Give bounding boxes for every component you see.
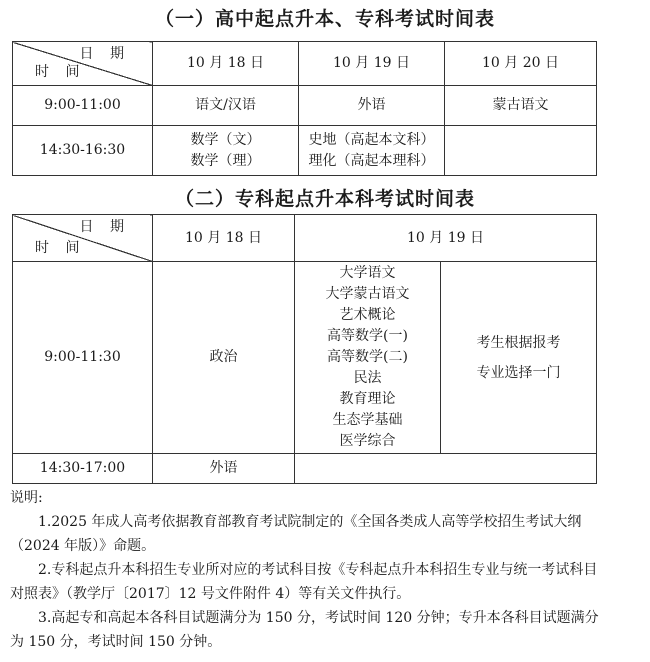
subject-cell: 蒙古语文 (445, 86, 597, 126)
subject-cell: 语文/汉语 (153, 86, 299, 126)
note-item: 2.专科起点升本科招生专业所对应的考试科目按《专科起点升本科招生专业与统一考试科目对照表》（教学厅〔2017〕12 号文件附件 4）等有关文件执行。 (10, 562, 598, 602)
subject-line: 生态学基础 (332, 412, 403, 428)
note-line: 专业选择一门 (476, 364, 561, 381)
header-time-label: 时 间 (35, 64, 86, 80)
table-row (13, 262, 597, 454)
header-diagonal-cell (13, 42, 153, 86)
subject-line: 大学语文 (339, 265, 396, 281)
subject-line: 数学（理） (190, 152, 261, 169)
header-diagonal-cell (13, 215, 153, 262)
subject-line: 艺术概论 (339, 307, 396, 323)
subject-line: 理化（高起本理科） (308, 152, 435, 169)
header-time-label: 时 间 (35, 240, 86, 256)
table1-title: （一）高中起点升本、专科考试时间表 (154, 8, 495, 30)
selection-note-cell (441, 262, 597, 454)
subject-cell: 外语 (299, 86, 445, 126)
time-cell: 9:00-11:00 (13, 86, 153, 126)
subject-cell: 外语 (153, 454, 295, 484)
header-date-label: 日 期 (79, 46, 130, 62)
subject-line: 高等数学(一) (327, 328, 408, 344)
date-header: 10 月 19 日 (299, 42, 445, 86)
date-header: 10 月 19 日 (295, 215, 597, 262)
date-header: 10 月 20 日 (445, 42, 597, 86)
notes-section (10, 486, 610, 654)
empty-cell (295, 454, 597, 484)
subject-list-cell (295, 262, 441, 454)
table-row (13, 126, 597, 176)
subject-cell (299, 126, 445, 176)
table-row (13, 86, 597, 126)
subject-line: 高等数学(二) (327, 349, 408, 365)
date-header: 10 月 18 日 (153, 215, 295, 262)
notes-heading: 说明: (10, 490, 43, 506)
header-date-label: 日 期 (79, 219, 130, 235)
time-cell: 14:30-16:30 (13, 126, 153, 176)
date-header: 10 月 18 日 (153, 42, 299, 86)
table2-title: （二）专科起点升本科考试时间表 (174, 188, 475, 210)
exam-schedule-table-1 (12, 41, 597, 176)
subject-line: 史地（高起本文科） (308, 131, 435, 148)
empty-cell (445, 126, 597, 176)
subject-line: 医学综合 (339, 433, 396, 449)
time-cell: 14:30-17:00 (13, 454, 153, 484)
subject-line: 数学（文） (190, 131, 261, 148)
time-cell: 9:00-11:30 (13, 262, 153, 454)
note-item: 1.2025 年成人高考依据教育部教育考试院制定的《全国各类成人高等学校招生考试大纲（2024 年版）》命题。 (10, 514, 582, 554)
subject-cell (153, 126, 299, 176)
note-item: 3.高起专和高起本各科目试题满分为 150 分，考试时间 120 分钟；专升本各科目试题满分为 150 分，考试时间 150 分钟。 (10, 610, 599, 650)
subject-line: 民法 (353, 370, 382, 386)
subject-line: 教育理论 (339, 391, 396, 407)
exam-schedule-table-2 (12, 214, 597, 484)
subject-cell: 政治 (153, 262, 295, 454)
note-line: 考生根据报考 (476, 334, 561, 351)
table-row (13, 454, 597, 484)
subject-line: 大学蒙古语文 (325, 286, 410, 302)
